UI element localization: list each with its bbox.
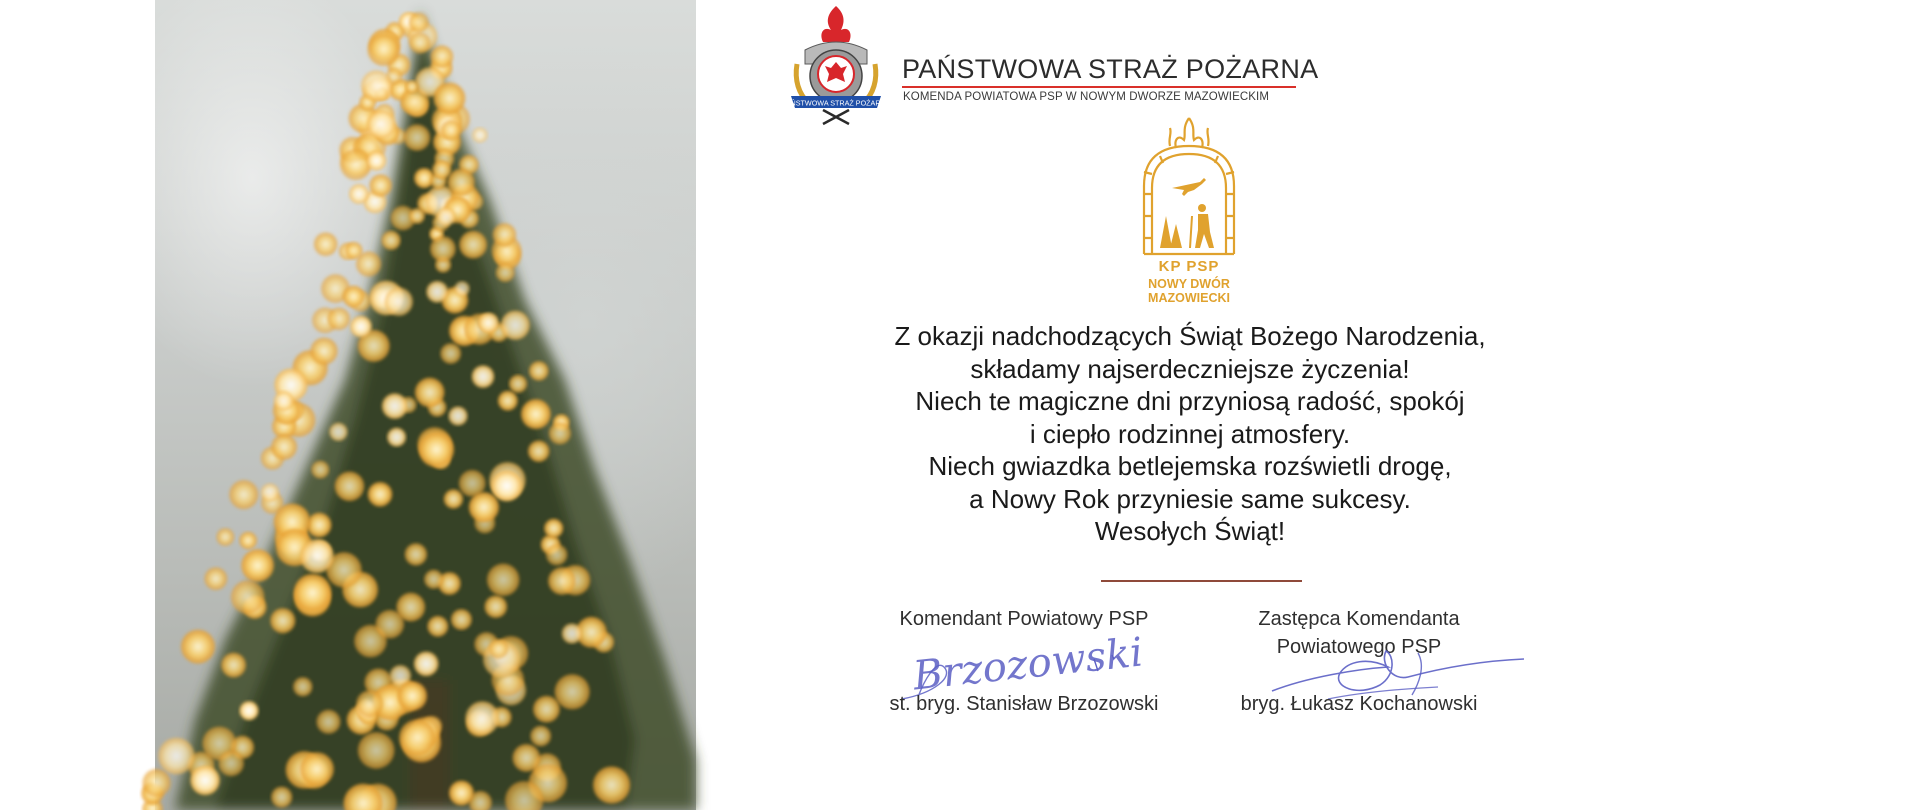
greeting-line: składamy najserdeczniejsze życzenia! [970,353,1410,384]
org-subtitle: KOMENDA POWIATOWA PSP W NOWYM DWORZE MAZOWIECKIM [903,91,1269,103]
bokeh-light [398,681,427,710]
bokeh-light [368,482,392,506]
bokeh-light [340,149,371,180]
bokeh-light [530,726,551,747]
bokeh-light [493,223,516,246]
bokeh-light [239,532,256,549]
bokeh-light [529,361,548,380]
unit-emblem-icon [1130,116,1248,258]
bokeh-light [501,311,530,340]
bokeh-light [451,609,472,630]
bokeh-light [404,124,430,150]
bokeh-light [240,701,259,720]
unit-logo-line-3: MAZOWIECKI [1148,291,1230,305]
bokeh-light [328,308,350,330]
handwritten-signature-text: Brzozowski [910,629,1146,700]
signature-commandant [864,605,1184,715]
bokeh-light [409,32,430,53]
bokeh-light [271,434,297,460]
greeting-text [840,320,1540,548]
bokeh-light [459,231,487,259]
bokeh-light [382,231,401,250]
bokeh-light [469,492,499,522]
bokeh-light [431,46,453,68]
greeting-line: Wesołych Świąt! [1094,516,1286,546]
bokeh-light [528,441,549,462]
bokeh-light [472,365,494,387]
bokeh-light [219,751,244,776]
signature-role: Zastępca Komendanta [1258,608,1460,630]
greeting-line: Niech te magiczne dni przyniosą radość, spokój [915,386,1465,416]
header [781,4,1319,130]
bokeh-light [405,80,418,93]
bokeh-light [454,281,469,296]
bokeh-light [361,71,391,101]
bokeh-light [370,174,392,196]
bokeh-light [300,539,334,573]
bokeh-light [367,110,396,139]
bokeh-light [509,375,527,393]
bokeh-light [270,608,295,633]
bokeh-light [562,624,582,644]
bokeh-light [513,744,541,772]
org-name: PAŃSTWOWA STRAŻ POŻARNA [902,54,1319,84]
unit-logo-line-1: KP PSP [1158,258,1220,275]
bokeh-light [426,281,448,303]
bokeh-light [521,399,551,429]
bokeh-light [271,787,292,808]
bokeh-light [544,519,563,538]
divider-line [1101,580,1302,582]
bokeh-light [449,407,468,426]
bokeh-light [489,639,508,658]
bokeh-light [300,752,334,786]
greeting-line: i ciepło rodzinnej atmosfery. [1029,418,1351,449]
bokeh-light [329,423,347,441]
bokeh-light [548,567,575,594]
bokeh-light [444,489,463,508]
christmas-tree-image [155,0,696,810]
signature-name: bryg. Łukasz Kochanowski [1240,693,1478,715]
bokeh-light [343,286,365,308]
bokeh-light [496,263,515,282]
bokeh-light [409,13,429,33]
bokeh-light [349,184,368,203]
bokeh-light [430,236,455,261]
bokeh-light [158,738,194,774]
bokeh-light [485,596,507,618]
header-red-rule [902,86,1296,88]
bokeh-light [437,208,456,227]
bokeh-light [335,472,364,501]
bokeh-light [415,378,444,407]
bokeh-light [314,233,337,256]
bokeh-light [434,83,465,114]
bokeh-light [221,653,246,678]
bokeh-light [367,151,386,170]
bokeh-light [441,120,461,140]
bokeh-light [143,769,171,797]
bokeh-light [448,169,475,196]
bokeh-light [345,242,362,259]
bokeh-light [427,616,448,637]
bokeh-light [498,391,518,411]
psp-emblem-logo [781,4,891,126]
bokeh-light [382,393,407,418]
bokeh-light [440,343,461,364]
unit-logo-line-2: NOWY DWÓR [1148,277,1230,291]
bokeh-light [419,432,454,467]
bokeh-light [311,461,329,479]
christmas-tree-photo [155,0,696,810]
signature-role: Powiatowego PSP [1276,636,1442,658]
bokeh-light [466,701,500,735]
bokeh-light [181,630,215,664]
bokeh-light [549,422,571,444]
signature-name: st. bryg. Stanisław Brzozowski [889,693,1159,715]
bokeh-light [409,208,424,223]
bokeh-light [317,710,341,734]
bokeh-light [217,528,235,546]
bokeh-light [487,564,519,596]
bokeh-light [293,677,312,696]
bokeh-light [555,674,590,709]
bokeh-light [350,316,371,337]
bokeh-light [274,391,293,410]
greeting-line: Z okazji nadchodzących Świąt Bożego Narodzenia, [894,321,1486,351]
bokeh-light [356,690,383,717]
bokeh-light [358,732,395,769]
greeting-line: Niech gwiazdka betlejemska rozświetli drogę, [928,451,1452,481]
greeting-line: a Nowy Rok przyniesie same sukcesy. [969,483,1411,514]
bokeh-light [414,652,438,676]
bokeh-light [261,484,279,502]
bokeh-light [307,513,331,537]
bokeh-light [449,781,474,806]
unit-logo [1130,116,1248,304]
bokeh-light [533,696,560,723]
bokeh-light [205,567,228,590]
bokeh-light [546,544,567,565]
bokeh-light [478,313,499,334]
bokeh-light [432,160,451,179]
signature-deputy-commandant [1218,605,1500,715]
signature-role: Komendant Powiatowy PSP [899,608,1149,630]
bokeh-light [376,610,404,638]
bokeh-light [231,580,264,613]
bokeh-light [294,574,332,612]
emblem-ribbon-text: PAŃSTWOWA STRAŻ POŻARNA [781,98,891,108]
bokeh-light [311,338,338,365]
bokeh-light [368,34,400,66]
bokeh-light [229,480,258,509]
bokeh-light [593,767,630,804]
bokeh-light [491,470,522,501]
bokeh-light [424,570,443,589]
bokeh-light [190,766,219,795]
bokeh-light [472,128,487,143]
bokeh-light [399,720,435,756]
bokeh-light [405,543,427,565]
bokeh-light [241,549,273,581]
bokeh-light [385,288,413,316]
bokeh-light [387,428,406,447]
